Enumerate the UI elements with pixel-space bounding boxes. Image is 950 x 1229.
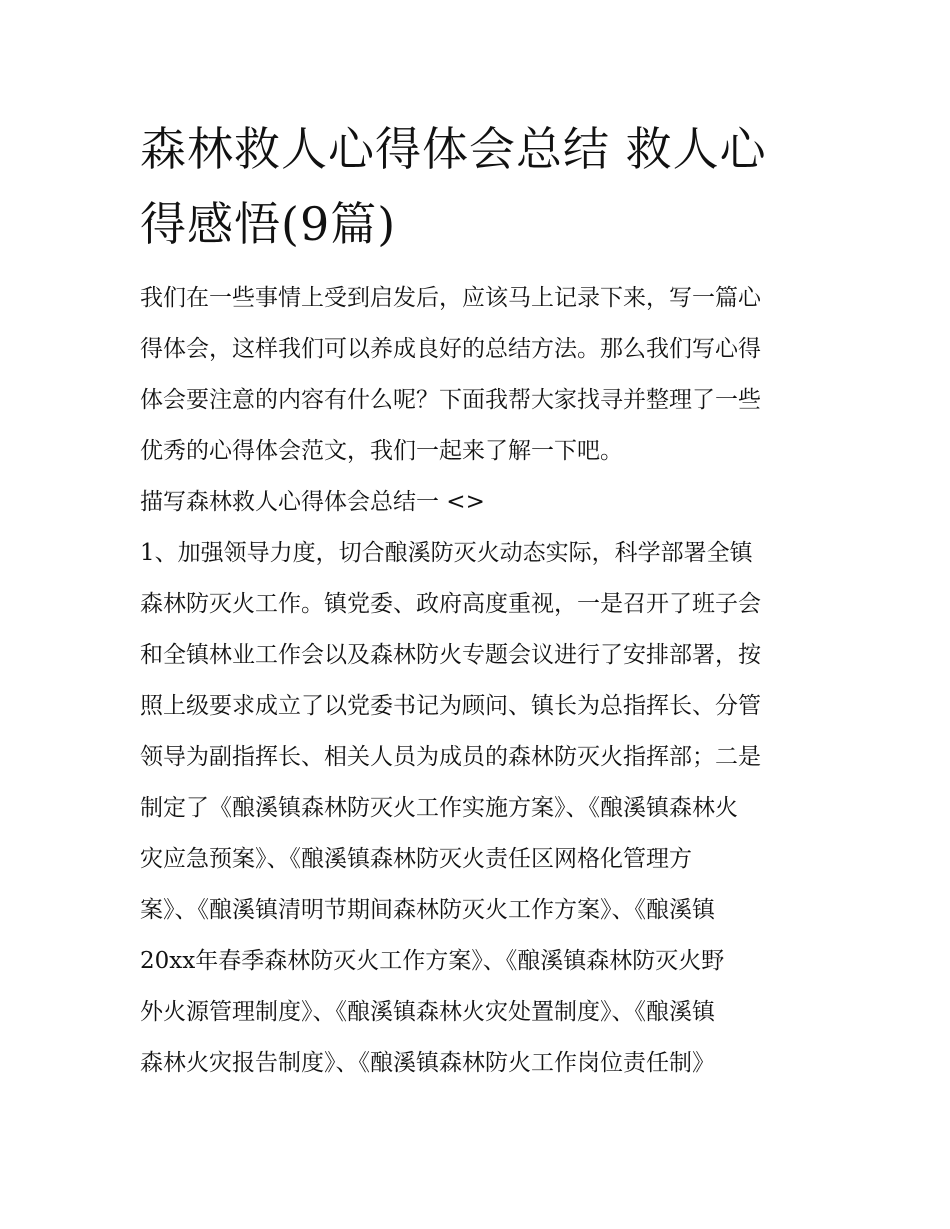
body-line: 1、加强领导力度，切合酿溪防灭火动态实际，科学部署全镇 (140, 540, 753, 566)
body-line: 灾应急预案》、《酿溪镇森林防灭火责任区网格化管理方 (140, 846, 692, 872)
title-line: 森林救人心得体会总结 救人心 (140, 122, 767, 176)
body-line: 外火源管理制度》、《酿溪镇森林火灾处置制度》、《酿溪镇 (140, 999, 715, 1025)
section-heading (140, 477, 812, 528)
body-line: 森林火灾报告制度》、《酿溪镇森林防火工作岗位责任制》 (140, 1050, 715, 1076)
title-line: 得感悟(9篇) (140, 197, 397, 251)
body-line: 制定了《酿溪镇森林防灭火工作实施方案》、《酿溪镇森林火 (140, 795, 738, 821)
section-heading-text: 描写森林救人心得体会总结一 <> (140, 489, 485, 515)
document-title (140, 112, 812, 262)
body-line: 照上级要求成立了以党委书记为顾问、镇长为总指挥长、分管 (140, 693, 761, 719)
intro-line: 优秀的心得体会范文，我们一起来了解一下吧。 (140, 438, 623, 464)
body-line: 案》、《酿溪镇清明节期间森林防灭火工作方案》、《酿溪镇 (140, 897, 715, 923)
body-line: 森林防灭火工作。镇党委、政府高度重视，一是召开了班子会 (140, 591, 761, 617)
intro-line: 得体会，这样我们可以养成良好的总结方法。那么我们写心得 (140, 336, 761, 362)
body-paragraph (140, 528, 812, 1089)
document-content (140, 112, 812, 1089)
body-line: 20xx年春季森林防灭火工作方案》、《酿溪镇森林防灭火野 (140, 948, 725, 974)
intro-line: 体会要注意的内容有什么呢？下面我帮大家找寻并整理了一些 (140, 387, 761, 413)
intro-line: 我们在一些事情上受到启发后，应该马上记录下来，写一篇心 (140, 285, 761, 311)
intro-paragraph (140, 273, 812, 477)
body-line: 领导为副指挥长、相关人员为成员的森林防灭火指挥部；二是 (140, 744, 761, 770)
body-line: 和全镇林业工作会以及森林防火专题会议进行了安排部署，按 (140, 642, 761, 668)
